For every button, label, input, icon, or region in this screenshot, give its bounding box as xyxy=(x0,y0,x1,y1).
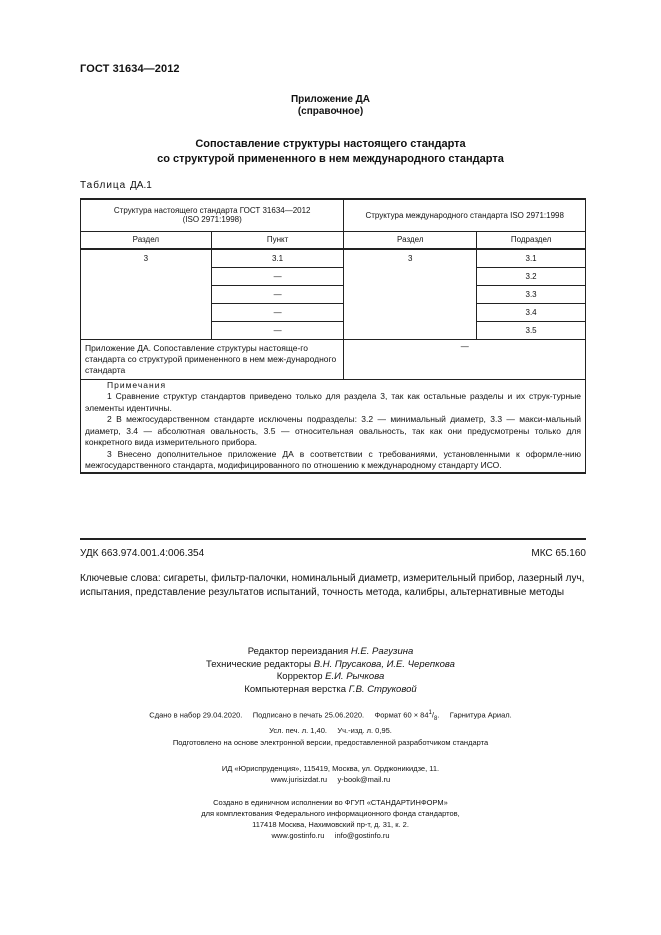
podrazdel-cell: 3.3 xyxy=(477,285,586,303)
format-fraction-num: 1 xyxy=(428,710,432,716)
notes-cell xyxy=(81,379,586,473)
right-structure-header: Структура международного стандарта ISO 2971:1998 xyxy=(344,199,586,231)
editor-name: Н.Е. Рагузина xyxy=(350,646,414,657)
right-section-cell: 3 xyxy=(344,249,477,339)
udk-code: УДК 663.974.001.4:006.354 xyxy=(80,548,205,559)
table-caption-label: Таблица xyxy=(80,180,127,191)
credits-block xyxy=(0,646,661,696)
col-podrazdel: Подраздел xyxy=(477,231,586,249)
corrector-line xyxy=(0,671,661,684)
corrector-label: Корректор xyxy=(276,671,323,682)
podrazdel-cell: 3.1 xyxy=(477,249,586,267)
print-details-text: Сдано в набор 29.04.2020. Подписано в печать 25.06.2020. Формат 60 × 84 xyxy=(149,710,429,720)
note-2: 2 В межгосударственном стандарте исключены подразделы: 3.2 — минимальный диаметр, 3.3 — макси-мальный диаметр, 3.4 — абсолютная овальность, 3.5 — относительная овальность, так как они предусмотрены только для конкретного вида измерительного прибора. xyxy=(85,414,581,447)
mks-code: МКС 65.160 xyxy=(531,548,586,559)
publication-info xyxy=(0,708,661,736)
keywords: Ключевые слова: сигареты, фильтр-палочки, номинальный диаметр, измерительный прибор, лазерный луч, испытания, представление результатов испытаний, точность метода, калибры, альтернативные методы xyxy=(80,573,585,598)
print-details-end: . Гарнитура Ариал. xyxy=(437,710,512,720)
left-section-cell: 3 xyxy=(81,249,212,339)
publisher-block xyxy=(0,763,661,785)
appendix-title: Приложение ДА xyxy=(290,94,371,105)
created-line2: для комплектования Федерального информационного фонда стандартов, xyxy=(201,809,460,818)
footer-divider xyxy=(80,538,586,540)
left-header-line2: (ISO 2971:1998) xyxy=(182,215,242,225)
note-3: 3 Внесено дополнительное приложение ДА в соответствии с требованиями, установленными к оформле-нию межгосударственного стандарта, модифицированного по отношению к международному стандарту ИСО. xyxy=(85,448,581,470)
podrazdel-cell: 3.4 xyxy=(477,303,586,321)
layout-line xyxy=(0,684,661,697)
layout-label: Компьютерная верстка xyxy=(244,683,347,695)
punkt-cell: — xyxy=(211,267,344,285)
appendix-row-right: — xyxy=(344,339,586,379)
tech-editors-names: В.Н. Прусакова, И.Е. Черепкова xyxy=(313,658,455,670)
punkt-cell: — xyxy=(211,303,344,321)
layout-name: Г.В. Струковой xyxy=(348,683,417,695)
left-structure-header xyxy=(81,199,344,231)
notes-title: Примечания xyxy=(107,379,167,390)
format-fraction-den: 8 xyxy=(433,716,438,722)
editor-line xyxy=(0,646,661,659)
table-title-line1: Сопоставление структуры настоящего стандарта xyxy=(195,138,466,150)
corrector-name: Е.И. Рычкова xyxy=(325,671,385,682)
podrazdel-cell: 3.5 xyxy=(477,321,586,339)
created-line3: 117418 Москва, Нахимовский пр-т, д. 31, к. 2. xyxy=(252,820,409,829)
created-line1: Создано в единичном исполнении во ФГУП «СТАНДАРТИНФОРМ» xyxy=(213,798,448,807)
table-caption xyxy=(80,180,152,191)
editor-label: Редактор переиздания xyxy=(247,646,349,657)
table-title-line2: со структурой примененного в нем международного стандарта xyxy=(157,153,504,165)
tech-editors-line xyxy=(0,659,661,672)
left-header-line1: Структура настоящего стандарта ГОСТ 31634—2012 xyxy=(113,206,311,216)
created-block xyxy=(0,797,661,841)
print-details: Сдано в набор 29.04.2020. Подписано в печать 25.06.2020. Формат $60 \times 84^1/_8$. Гарнитура Ариал. xyxy=(149,710,512,722)
punkt-cell: — xyxy=(211,321,344,339)
col-razdel-left: Раздел xyxy=(81,231,212,249)
podrazdel-cell: 3.2 xyxy=(477,267,586,285)
col-punkt: Пункт xyxy=(211,231,344,249)
punkt-cell: 3.1 xyxy=(211,249,344,267)
appendix-row-left: Приложение ДА. Сопоставление структуры настояще-го стандарта со структурой примененного в нем меж-дународного стандарта xyxy=(81,339,344,379)
note-1: 1 Сравнение структур стандартов приведено только для раздела 3, так как остальные разделы и их струк-турные элементы идентичны. xyxy=(85,391,581,413)
publisher-address: ИД «Юриспруденция», 115419, Москва, ул. Орджоникидзе, 11. xyxy=(221,764,440,773)
prepared-note: Подготовлено на основе электронной версии, предоставленной разработчиком стандарта xyxy=(172,738,489,747)
table-caption-number: ДА.1 xyxy=(130,180,152,191)
publisher-contacts: www.jurisizdat.ru y-book@mail.ru xyxy=(270,775,391,784)
appendix-subtitle: (справочное) xyxy=(297,106,364,117)
comparison-table xyxy=(80,198,586,474)
punkt-cell: — xyxy=(211,285,344,303)
created-line4: www.gostinfo.ru info@gostinfo.ru xyxy=(271,831,390,840)
document-header: ГОСТ 31634—2012 xyxy=(80,63,180,75)
col-razdel-right: Раздел xyxy=(344,231,477,249)
tech-editors-label: Технические редакторы xyxy=(206,658,312,670)
print-sheets: Усл. печ. л. 1,40. Уч.-изд. л. 0,95. xyxy=(269,726,392,735)
